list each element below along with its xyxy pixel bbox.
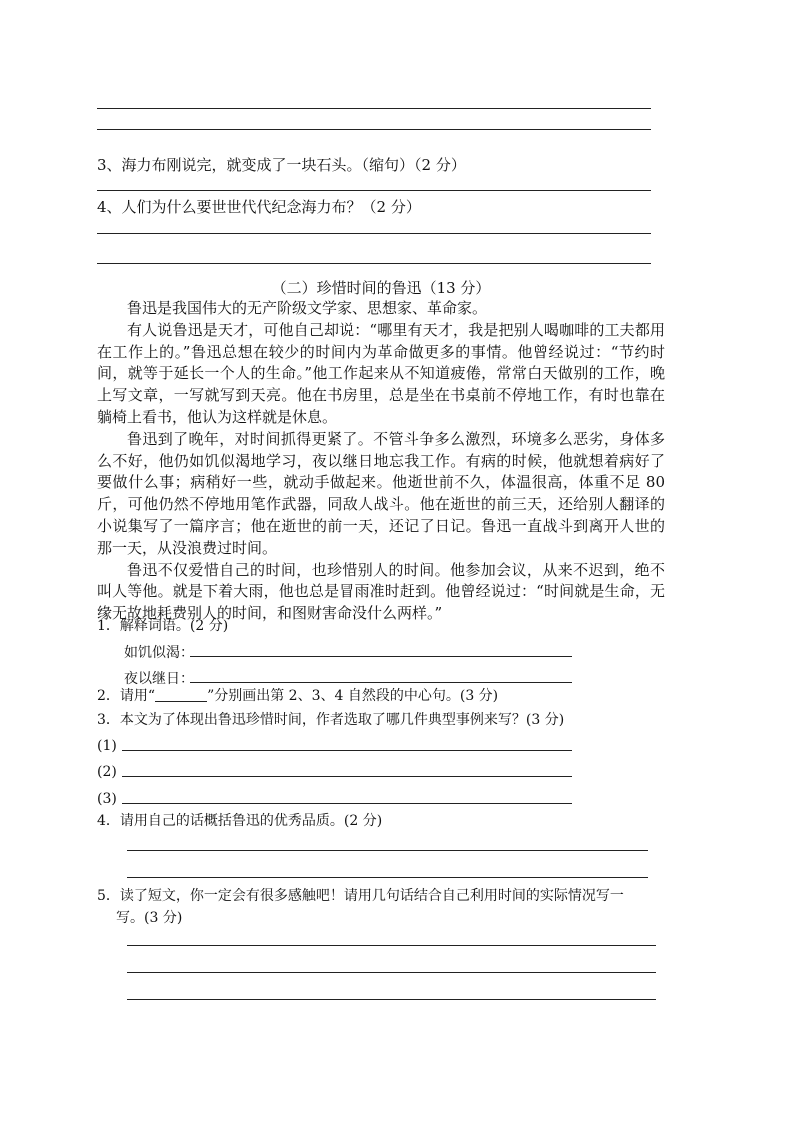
question-2-mark-central-sentence (97, 686, 498, 706)
question-3-shorten-sentence: 3、海力布刚说完，就变成了一块石头。（缩句）（2 分） (97, 156, 466, 174)
question-4-summarize-qualities: 4．请用自己的话概括鲁迅的优秀品质。(2 分) (97, 813, 383, 829)
question-5-reflection-line-1: 5．读了短文，你一定会有很多感触吧！请用几句话结合自己利用时间的实际情况写一 (97, 888, 624, 904)
question-4-why-remember: 4、人们为什么要世世代代纪念海力布？（2 分） (97, 198, 421, 216)
answer-line[interactable] (97, 108, 651, 109)
passage-paragraph-1: 鲁迅是我国伟大的无产阶级文学家、思想家、革命家。 (127, 299, 488, 317)
answer-line[interactable] (190, 682, 572, 683)
answer-line[interactable] (97, 263, 651, 264)
question-5-reflection-line-2: 写。(3 分) (116, 910, 183, 926)
term-label: 如饥似渴： (124, 645, 194, 661)
term-label: 夜以继日： (124, 671, 194, 687)
answer-line[interactable] (122, 750, 572, 751)
question-2-suffix: ”分别画出第 2、3、4 自然段的中心句。(3 分) (207, 688, 499, 704)
answer-item-label: (1) (97, 738, 117, 754)
answer-item-label: (2) (97, 764, 117, 780)
answer-line[interactable] (122, 776, 572, 777)
answer-line[interactable] (127, 850, 648, 851)
answer-item-label: (3) (97, 791, 117, 807)
passage-paragraph-2: 有人说鲁迅是天才，可他自己却说：“哪里有天才，我是把别人喝咖啡的工夫都用在工作上的。”鲁迅总想在较少的时间内为革命做更多的事情。他曾经说过：“节约时间，就等于延长一个人的生命。”他工作起来从不知道疲倦，常常白天做别的工作，晚上写文章，一写就写到天亮。他在书房里，总是坐在书桌前不停地工作，有时也靠在躺椅上看书，他认为这样就是休息。 (97, 320, 665, 426)
question-3-typical-examples: 3．本文为了体现出鲁迅珍惜时间，作者选取了哪几件典型事例来写？(3 分) (97, 712, 565, 728)
reading-passage (97, 298, 665, 625)
answer-line[interactable] (122, 803, 572, 804)
underline-symbol (155, 687, 207, 702)
answer-line[interactable] (190, 656, 572, 657)
question-1-explain-words: 1．解释词语。(2 分) (97, 618, 229, 634)
passage-paragraph-3: 鲁迅到了晚年，对时间抓得更紧了。不管斗争多么激烈，环境多么恶劣，身体多么不好，他仍如饥似渴地学习，夜以继日地忘我工作。有病的时候，他就想着病好了要做什么事；病稍好一些，就动手做起来。他逝世前不久，体温很高，体重不足 80 斤，可他仍然不停地用笔作武器，同敌人战斗。他在逝世的前三天，还给别人翻译的小说集写了一篇序言；他在逝世的前一天，还记了日记。鲁迅一直战斗到离开人世的那一天，从没浪费过时间。 (97, 429, 665, 557)
question-2-prefix: 2．请用“ (97, 688, 156, 704)
answer-line[interactable] (97, 233, 651, 234)
passage-paragraph-4: 鲁迅不仅爱惜自己的时间，也珍惜别人的时间。他参加会议，从来不迟到，绝不叫人等他。就是下着大雨，他也总是冒雨准时赶到。他曾经说过：“时间就是生命，无缘无故地耗费别人的时间，和图财害命没什么两样。” (97, 560, 665, 623)
answer-line[interactable] (127, 999, 656, 1000)
answer-line[interactable] (127, 945, 656, 946)
answer-line[interactable] (127, 972, 656, 973)
section-title: （二）珍惜时间的鲁迅（13 分） (271, 279, 491, 297)
answer-line[interactable] (127, 877, 648, 878)
answer-line[interactable] (97, 129, 651, 130)
answer-line[interactable] (97, 190, 651, 191)
